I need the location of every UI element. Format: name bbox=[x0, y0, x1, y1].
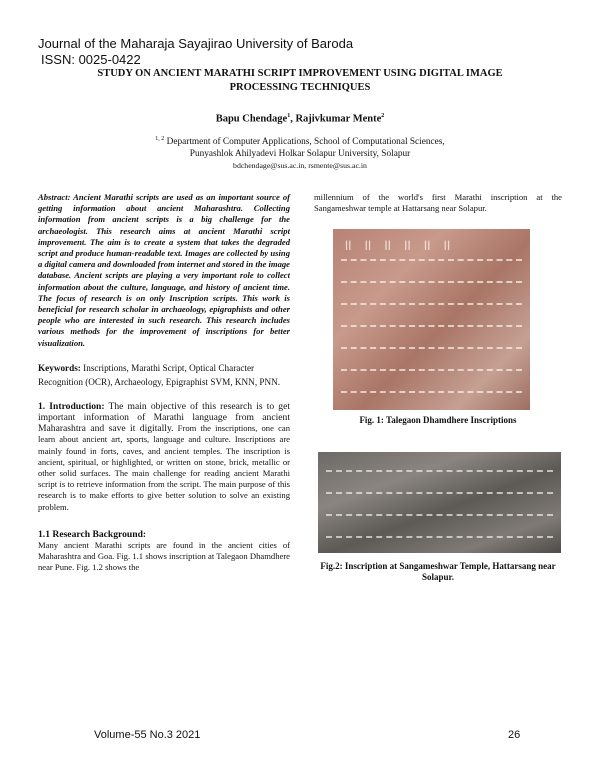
abstract: Abstract: Ancient Marathi scripts are used as an important source of getting information about ancient Maharashtra. Collecting information from ancient scripts is a big challenge for the archaeologist. This research aims at ancient Marathi script improvement. The aim is to create a system that takes the degraded script and produce human-readable text. Images are collected by using a digital camera and downloaded from internet and stored in the image database. Ancient scripts are playing a very important role to collect information about the culture, language, and history of ancient time. The focus of research is on only Inscription scripts. This work is beneficial for research scholar in archaeology, epigraphists and other people who are interested in such research. This research includes various methods for the improvement of inscriptions for better visualization. bbox=[38, 192, 290, 348]
inscription-line bbox=[341, 391, 522, 393]
inscription-line bbox=[341, 303, 522, 305]
research-background-text: Many ancient Marathi scripts are found in the ancient cities of Maharashtra and Goa. Fig. 1.1 shows inscription at Talegaon Dhamdhere near Pune. Fig. 1.2 shows the bbox=[38, 540, 290, 573]
title-line-2: PROCESSING TECHNIQUES bbox=[229, 82, 371, 93]
inscription-line bbox=[326, 536, 553, 538]
figure-2-caption: Fig.2: Inscription at Sangameshwar Temple, Hattarsang near Solapur. bbox=[320, 561, 556, 582]
inscription-line bbox=[341, 259, 522, 261]
right-column-continuation: millennium of the world's first Marathi inscription at the Sangameshwar temple at Hattarsang near Solapur. bbox=[314, 192, 562, 214]
title-line-1: STUDY ON ANCIENT MARATHI SCRIPT IMPROVEMENT USING DIGITAL IMAGE bbox=[97, 68, 503, 79]
inscription-glyphs: ॥ ॥ ॥ ॥ ॥ ॥ bbox=[343, 236, 454, 254]
left-column bbox=[38, 192, 290, 574]
inscription-line bbox=[341, 281, 522, 283]
introduction-heading: 1. Introduction: bbox=[38, 400, 105, 412]
inscription-line bbox=[326, 514, 553, 516]
journal-title: Journal of the Maharaja Sayajirao University of Baroda bbox=[38, 36, 354, 51]
author-2-affil: 2 bbox=[381, 113, 385, 119]
keywords bbox=[38, 361, 290, 389]
author-2: Rajivkumar Mente bbox=[295, 113, 382, 125]
introduction bbox=[38, 401, 290, 513]
affiliation-line-2: Punyashlok Ahilyadevi Holkar Solapur University, Solapur bbox=[189, 148, 411, 159]
affiliation-dept: Department of Computer Applications, School of Computational Sciences, bbox=[164, 137, 445, 148]
footer-volume: Volume-55 No.3 2021 bbox=[94, 729, 201, 741]
research-background bbox=[38, 529, 290, 574]
affiliation bbox=[60, 134, 540, 172]
keywords-text: Inscriptions, Marathi Script, Optical Character Recognition (OCR), Archaeology, Epigraphist SVM, KNN, PNN. bbox=[38, 362, 281, 387]
figure-1-inscription-photo bbox=[333, 229, 530, 410]
research-background-heading: 1.1 Research Background: bbox=[38, 528, 147, 540]
figure-2-inscription-photo bbox=[318, 452, 561, 553]
keywords-label: Keywords: bbox=[38, 362, 81, 373]
inscription-line bbox=[341, 325, 522, 327]
author-emails: bdchendage@sus.ac.in, rsmente@sus.ac.in bbox=[233, 161, 367, 171]
introduction-first-sentence: The main objective of this research is to get important information of Marathi language from ancient Maharashtra and save it digitally. bbox=[38, 400, 291, 435]
inscription-line bbox=[326, 492, 553, 494]
inscription-line bbox=[326, 470, 553, 472]
author-1-affil: 1 bbox=[287, 113, 291, 119]
affiliation-line-1 bbox=[60, 134, 540, 149]
author-1: Bapu Chendage bbox=[215, 113, 288, 125]
issn: ISSN: 0025-0422 bbox=[41, 52, 141, 67]
author-separator: , bbox=[290, 113, 296, 125]
affiliation-sup: 1, 2 bbox=[155, 136, 165, 142]
author-list bbox=[60, 110, 540, 126]
page-number: 26 bbox=[508, 729, 521, 741]
inscription-line bbox=[341, 347, 522, 349]
introduction-body: From the inscriptions, one can learn about ancient art, sports, language and culture. Inscriptions are mainly found in forts, caves, and ancient temples. The inscription is ancient, spiritual, or highlighted, or written on stone, brick, metallic or other solid surfaces. The main challenge for reading ancient Marathi script is to retrieve information from the script. The main purpose of this research is to make efforts to give better solution to solve an existing problem. bbox=[38, 423, 290, 512]
figure-1-caption: Fig. 1: Talegaon Dhamdhere Inscriptions bbox=[359, 415, 517, 425]
inscription-line bbox=[341, 369, 522, 371]
paper-title bbox=[60, 67, 540, 95]
